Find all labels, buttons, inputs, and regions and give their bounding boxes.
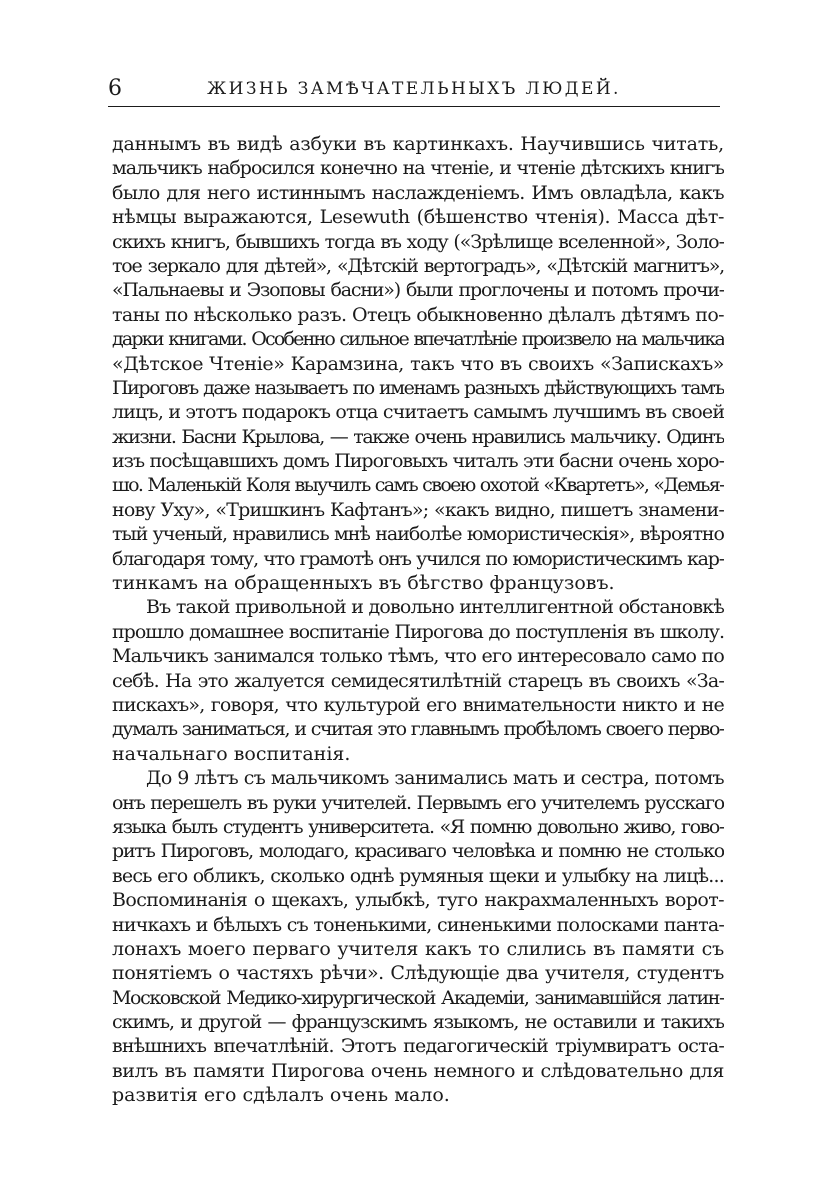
paragraph bbox=[112, 595, 724, 766]
text-line: онъ перешелъ въ руки учителей. Первымъ его учителемъ русскаго bbox=[112, 791, 724, 814]
text-line: «Дѣтское Чтеніе» Карамзина, такъ что въ своихъ «Запискахъ» bbox=[112, 352, 724, 375]
text-line: внѣшнихъ впечатлѣній. Этотъ педагогическій тріумвиратъ оста- bbox=[112, 1035, 724, 1058]
text-line: нову Уху», «Тришкинъ Кафтанъ»; «какъ видно, пишетъ знамени- bbox=[112, 498, 724, 521]
text-line: понятіемъ о частяхъ рѣчи». Слѣдующіе два учителя, студентъ bbox=[112, 962, 724, 985]
text-line: лицъ, и этотъ подарокъ отца считаетъ самымъ лучшимъ въ своей bbox=[112, 401, 724, 424]
text-line: тый ученый, нравились мнѣ наиболѣе юмористическія», вѣроятно bbox=[112, 523, 724, 546]
text-line: было для него истиннымъ наслажденіемъ. Имъ овладѣла, какъ bbox=[112, 181, 724, 204]
text-line: таны по нѣсколько разъ. Отецъ обыкновенно дѣлалъ дѣтямъ по- bbox=[112, 303, 724, 326]
text-line: начальнаго воспитанія. bbox=[112, 742, 351, 765]
text-line: шо. Маленькій Коля выучилъ самъ своею охотой «Квартетъ», «Демья- bbox=[112, 474, 724, 497]
body-text bbox=[112, 132, 724, 1108]
text-line: скихъ книгъ, бывшихъ тогда въ ходу («Зрѣлище вселенной», Золо- bbox=[112, 230, 724, 253]
text-line: себѣ. На это жалуется семидесятилѣтній старецъ въ своихъ «За- bbox=[112, 669, 724, 692]
text-line: Мальчикъ занимался только тѣмъ, что его интересовало само по bbox=[112, 645, 724, 668]
text-line: ритъ Пироговъ, молодаго, красиваго человѣка и помню не столько bbox=[112, 840, 724, 863]
text-line: нѣмцы выражаются, Lesewuth (бѣшенство чтенія). Масса дѣт- bbox=[112, 206, 724, 229]
text-line: Воспоминанія о щекахъ, улыбкѣ, туго накрахмаленныхъ ворот- bbox=[112, 889, 724, 912]
text-line: весь его обликъ, сколько однѣ румяныя щеки и улыбку на лицѣ... bbox=[112, 864, 724, 887]
text-line: До 9 лѣтъ съ мальчикомъ занимались мать и сестра, потомъ bbox=[146, 767, 724, 790]
header-rule bbox=[108, 106, 720, 107]
text-line: даннымъ въ видѣ азбуки въ картинкахъ. Научившись читать, bbox=[112, 133, 724, 155]
page-number: 6 bbox=[108, 76, 123, 101]
text-line: дарки книгами. Особенно сильное впечатлѣніе произвело на мальчика bbox=[112, 328, 724, 351]
text-line: скимъ, и другой — французскимъ языкомъ, не оставили и такихъ bbox=[112, 1011, 724, 1034]
text-line: пискахъ», говоря, что культурой его внимательности никто и не bbox=[112, 693, 724, 716]
text-line: развитія его сдѣлалъ очень мало. bbox=[112, 1084, 450, 1107]
text-line: тинкамъ на обращенныхъ въ бѣгство французовъ. bbox=[112, 572, 615, 595]
page-header bbox=[108, 74, 720, 108]
text-line: лонахъ моего перваго учителя какъ то слились въ памяти съ bbox=[112, 937, 724, 960]
text-line: тое зеркало для дѣтей», «Дѣтскій вертоградъ», «Дѣтскій магнитъ», bbox=[112, 254, 724, 277]
text-line: «Пальнаевы и Эзоповы басни») были проглочены и потомъ прочи- bbox=[112, 279, 724, 302]
text-line: вилъ въ памяти Пирогова очень немного и слѣдовательно для bbox=[112, 1059, 724, 1082]
text-line: Въ такой привольной и довольно интеллигентной обстановкѣ bbox=[146, 596, 724, 619]
text-line: прошло домашнее воспитаніе Пирогова до поступленія въ школу. bbox=[112, 620, 724, 643]
paragraph bbox=[112, 766, 724, 1107]
text-line: изъ посѣщавшихъ домъ Пироговыхъ читалъ эти басни очень хоро- bbox=[112, 450, 724, 473]
text-line: языка былъ студентъ университета. «Я помню довольно живо, гово- bbox=[112, 815, 724, 838]
text-line: благодаря тому, что грамотѣ онъ учился по юмористическимъ кар- bbox=[112, 547, 724, 570]
text-line: думалъ заниматься, и считая это главнымъ пробѣломъ своего перво- bbox=[112, 718, 724, 741]
text-line: ничкахъ и бѣлыхъ съ тоненькими, синенькими полосками панта- bbox=[112, 913, 724, 936]
text-line: Московской Медико-хирургической Академіи, занимавшійся латин- bbox=[112, 986, 724, 1009]
text-line: Пироговъ даже называетъ по именамъ разныхъ дѣйствующихъ тамъ bbox=[112, 376, 724, 399]
running-head: ЖИЗНЬ ЗАМѢЧАТЕЛЬНЫХЪ ЛЮДЕЙ. bbox=[207, 79, 621, 99]
text-line: мальчикъ набросился конечно на чтеніе, и чтеніе дѣтскихъ книгъ bbox=[112, 157, 724, 180]
paragraph bbox=[112, 132, 724, 595]
text-line: жизни. Басни Крылова, — также очень нравились мальчику. Одинъ bbox=[112, 425, 724, 448]
